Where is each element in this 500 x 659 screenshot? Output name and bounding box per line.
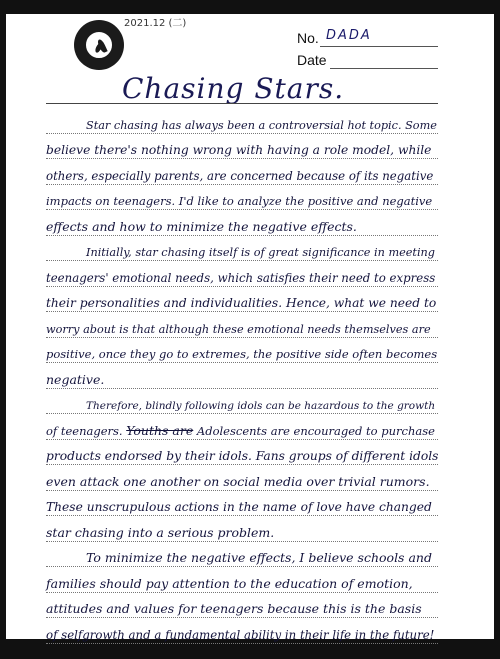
essay-line [46, 338, 438, 364]
essay-line-text: others, especially parents, are concerned because of its negative [46, 168, 434, 183]
scan-top-border [0, 0, 500, 14]
essay-line [46, 593, 438, 619]
number-underline [320, 46, 438, 47]
essay-title: Chasing Stars. [122, 72, 345, 105]
scan-left-border [0, 0, 6, 659]
school-logo-icon [74, 20, 124, 70]
essay-line-text: Initially, star chasing itself is of great significance in meeting [86, 246, 435, 259]
essay-line-text: families should pay attention to the education of emotion, [46, 575, 413, 591]
essay-line [46, 261, 438, 287]
title-ruled-line [46, 103, 438, 104]
essay-line-text: teenagers' emotional needs, which satisfies their need to express [46, 270, 436, 285]
essay-line-text: products endorsed by their idols. Fans groups of different idols [46, 449, 439, 463]
essay-line-text: star chasing into a serious problem. [46, 524, 275, 540]
handwritten-date: 2021.12 (二) [124, 18, 187, 29]
essay-line-text: effects and how to minimize the negative effects. [46, 218, 357, 234]
essay-line [46, 465, 438, 491]
essay-line-text: Star chasing has always been a controversial hot topic. Some [86, 118, 437, 132]
essay-line [46, 440, 438, 466]
essay-line [46, 185, 438, 211]
date-underline [330, 68, 438, 69]
essay-line-text: believe there's nothing wrong with having a role model, while [46, 143, 432, 157]
essay-body [46, 108, 438, 644]
date-label: Date [297, 52, 327, 68]
essay-line [46, 287, 438, 313]
essay-line [46, 134, 438, 160]
essay-line-text: even attack one another on social media over trivial rumors. [46, 473, 430, 489]
scan-right-border [494, 0, 500, 659]
essay-line [46, 516, 438, 542]
essay-line-text: These unscrupulous actions in the name of love have changed [46, 500, 432, 514]
essay-line [46, 491, 438, 517]
essay-line-text: attitudes and values for teenagers because this is the basis [46, 601, 422, 616]
essay-line-text: impacts on teenagers. I'd like to analyze the positive and negative [46, 194, 433, 208]
essay-line-text: Therefore, blindly following idols can be hazardous to the growth [86, 400, 436, 412]
essay-line-text: positive, once they go to extremes, the positive side often becomes [46, 347, 438, 361]
essay-line-text: their personalities and individualities. Hence, what we need to [46, 296, 437, 310]
essay-line-text: negative. [46, 371, 105, 387]
essay-line [46, 210, 438, 236]
essay-line [46, 542, 438, 568]
essay-line [46, 414, 438, 440]
number-label: No. [297, 30, 319, 46]
essay-line [46, 159, 438, 185]
essay-line-text: of selfgrowth and a fundamental ability in their life in the future! [46, 627, 435, 642]
essay-line-text: To minimize the negative effects, I believe schools and [86, 550, 432, 565]
essay-line [46, 363, 438, 389]
crossed-out-text: Youths are [126, 422, 194, 438]
essay-line-text: worry about is that although these emotional needs themselves are [46, 322, 431, 336]
essay-line [46, 567, 438, 593]
essay-line [46, 389, 438, 415]
essay-line-text: of teenagers. Youths are Adolescents are encouraged to purchase [46, 422, 435, 438]
essay-line [46, 312, 438, 338]
essay-line [46, 236, 438, 262]
essay-line [46, 618, 438, 644]
essay-line [46, 108, 438, 134]
number-value: DADA [326, 28, 372, 43]
